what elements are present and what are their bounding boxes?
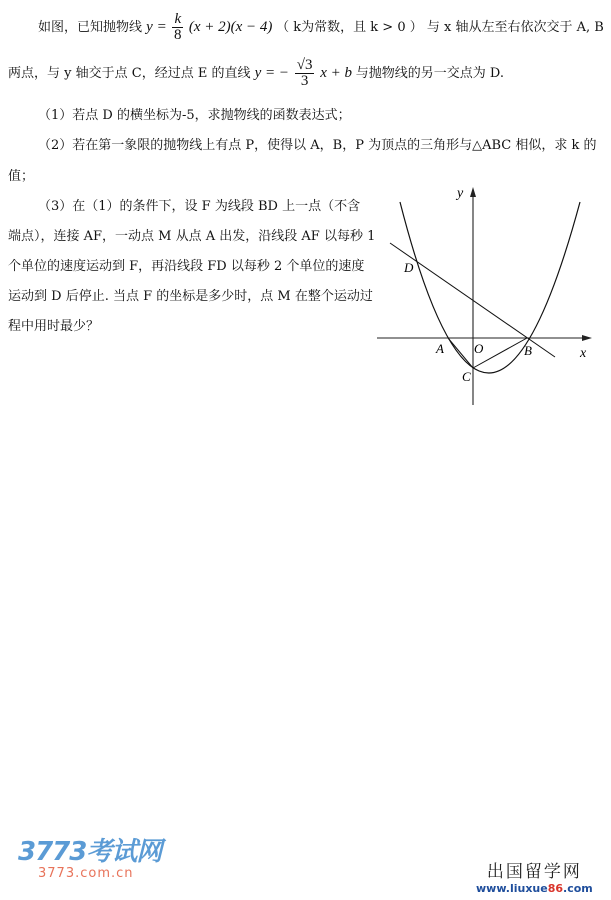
question-2-line-1: （2）若在第一象限的抛物线上有点 P，使得以 A，B，P 为顶点的三角形与△ABC 相似，求 k 的 (38, 138, 597, 153)
line-formula: y = − $\frac{√3}{3}$ x + b (254, 57, 353, 89)
question-1: （1）若点 D 的横坐标为-5，求抛物线的函数表达式； (38, 108, 351, 123)
fraction-k-over-8: $\frac{k}{8}$ (174, 11, 182, 43)
logo-liuxue (476, 862, 593, 895)
label-origin: O (474, 341, 484, 356)
question-3-line-3: 个单位的速度运动到 F，再沿线段 FD 以每秒 2 个单位的速度 (8, 259, 365, 274)
label-point-b: B (524, 343, 532, 358)
label-point-a: A (436, 341, 444, 356)
parabola-formula: y = $\frac{k}{8}$ (x + 2)(x − 4) (146, 11, 273, 43)
logo-3773 (18, 838, 161, 881)
intro-suffix: 与 x 轴从左至右依次交于 A, B (426, 19, 604, 35)
question-3-line-1: （3）在（1）的条件下，设 F 为线段 BD 上一点（不含 (38, 199, 361, 214)
logo-liuxue-url: www.liuxue86.com (476, 882, 593, 895)
question-3-line-4: 运动到 D 后停止. 当点 F 的坐标是多少时，点 M 在整个运动过 (8, 289, 373, 304)
label-y-axis: y (457, 186, 464, 201)
label-point-d: D (404, 260, 414, 275)
label-x-axis: x (580, 346, 587, 361)
intro-line (38, 12, 604, 43)
intro-paren-note: （ k为常数，且 k > 0 ） (276, 19, 423, 35)
question-2-line-2: 值； (8, 169, 35, 184)
question-3-line-5: 程中用时最少？ (8, 319, 100, 334)
logo-liuxue-text: 出国留学网 (486, 862, 582, 882)
line2-prefix: 两点，与 y 轴交于点 C，经过点 E 的直线 (8, 65, 251, 81)
parabola-figure (370, 175, 600, 415)
intro-prefix: 如图，已知抛物线 (38, 19, 143, 35)
fraction-sqrt3-over-3: $\frac{√3}{3}$ (296, 57, 313, 89)
logo-3773-url: 3773.com.cn (38, 866, 134, 881)
question-3-line-2: 端点），连接 AF，一动点 M 从点 A 出发，沿线段 AF 以每秒 1 (8, 229, 376, 244)
line2-suffix: 与抛物线的另一交点为 D. (355, 65, 504, 81)
y-axis-arrow-icon (470, 187, 476, 197)
logo-3773-text: 3773考试网 (18, 837, 162, 867)
parabola-curve (400, 202, 580, 373)
segment-ac (448, 338, 473, 368)
x-axis-arrow-icon (582, 335, 592, 341)
intro-line-2 (8, 58, 504, 89)
label-point-c: C (462, 369, 471, 384)
